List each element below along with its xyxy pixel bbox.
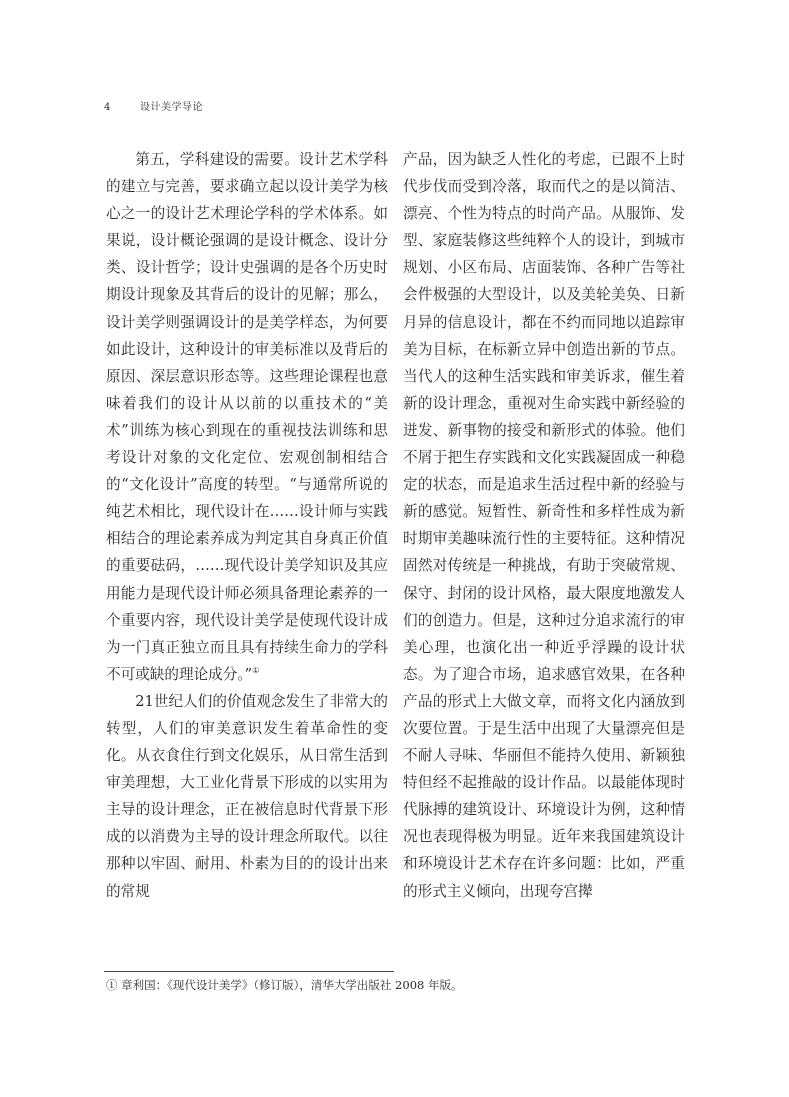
paragraph bbox=[106, 688, 388, 905]
paragraph-text: 21世纪人们的价值观念发生了非常大的转型，人们的审美意识发生着革命性的变化。从衣食住行到文化娱乐，从日常生活到审美理想，大工业化背景下形成的以实用为主导的设计理念，正在被信息时代背景下形成的以消费为主导的设计理念所取代。以往那种以牢固、耐用、朴素为目的的设计出来的常规 bbox=[106, 692, 388, 900]
right-column bbox=[403, 146, 685, 905]
paragraph-text: 第五，学科建设的需要。设计艺术学科的建立与完善，要求确立起以设计美学为核心之一的设计艺术理论学科的学术体系。如果说，设计概论强调的是设计概念、设计分类、设计哲学；设计史强调的是各个历史时期设计现象及其背后的设计的见解；那么，设计美学则强调设计的是美学样态，为何要如此设计，这种设计的审美标准以及背后的原因、深层意识形态等。这些理论课程也意味着我们的设计从以前的以重技术的“美术”训练为核心到现在的重视技法训练和思考设计对象的文化定位、宏观创制相结合的“文化设计”高度的转型。“与通常所说的纯艺术相比，现代设计在……设计师与实践相结合的理论素养成为判定其自身真正价值的重要砝码，……现代设计美学知识及其应用能力是现代设计师必须具备理论素养的一个重要内容，现代设计美学是使现代设计成为一门真正独立而且具有持续生命力的学科不可或缺的理论成分。” bbox=[106, 151, 388, 683]
paragraph-text: 产品，因为缺乏人性化的考虑，已跟不上时代步伐而受到冷落，取而代之的是以简洁、漂亮、个性为特点的时尚产品。从服饰、发型、家庭装修这些纯粹个人的设计，到城市规划、小区布局、店面装饰、各种广告等社会件极强的大型设计，以及美轮美奂、日新月异的信息设计，都在不约而同地以追踪审美为目标，在标新立异中创造出新的节点。当代人的这种生活实践和审美诉求，催生着新的设计理念，重视对生命实践中新经验的迸发、新事物的接受和新形式的体验。他们不屑于把生存实践和文化实践凝固成一种稳定的状态，而是追求生活过程中新的经验与新的感觉。短暂性、新奇性和多样性成为新时期审美趣味流行性的主要特征。这种情况固然对传统是一种挑战，有助于突破常规、保守、封闭的设计风格，最大限度地激发人们的创造力。但是，这种过分追求流行的审美心理，也演化出一种近乎浮躁的设计状态。为了迎合市场，追求感官效果，在各种产品的形式上大做文章，而将文化内涵放到次要位置。于是生活中出现了大量漂亮但是不耐人寻味、华丽但不能持久使用、新颖独特但经不起推敲的设计作品。以最能体现时代脉搏的建筑设计、环境设计为例，这种情况也表现得极为明显。近年来我国建筑设计和环境设计艺术存在许多问题：比如，严重的形式主义倾向，出现夸宫撵 bbox=[403, 151, 685, 900]
page-number: 4 bbox=[104, 102, 111, 113]
footnote-marker[interactable]: ① bbox=[252, 665, 260, 675]
left-column bbox=[106, 146, 388, 905]
footnote: ① 章利国：《现代设计美学》（修订版），清华大学出版社 2008 年版。 bbox=[106, 978, 463, 992]
book-title: 设计美学导论 bbox=[140, 102, 203, 113]
paragraph bbox=[106, 146, 388, 688]
footnote-divider bbox=[104, 971, 394, 972]
running-header bbox=[104, 98, 203, 113]
paragraph bbox=[403, 146, 685, 905]
